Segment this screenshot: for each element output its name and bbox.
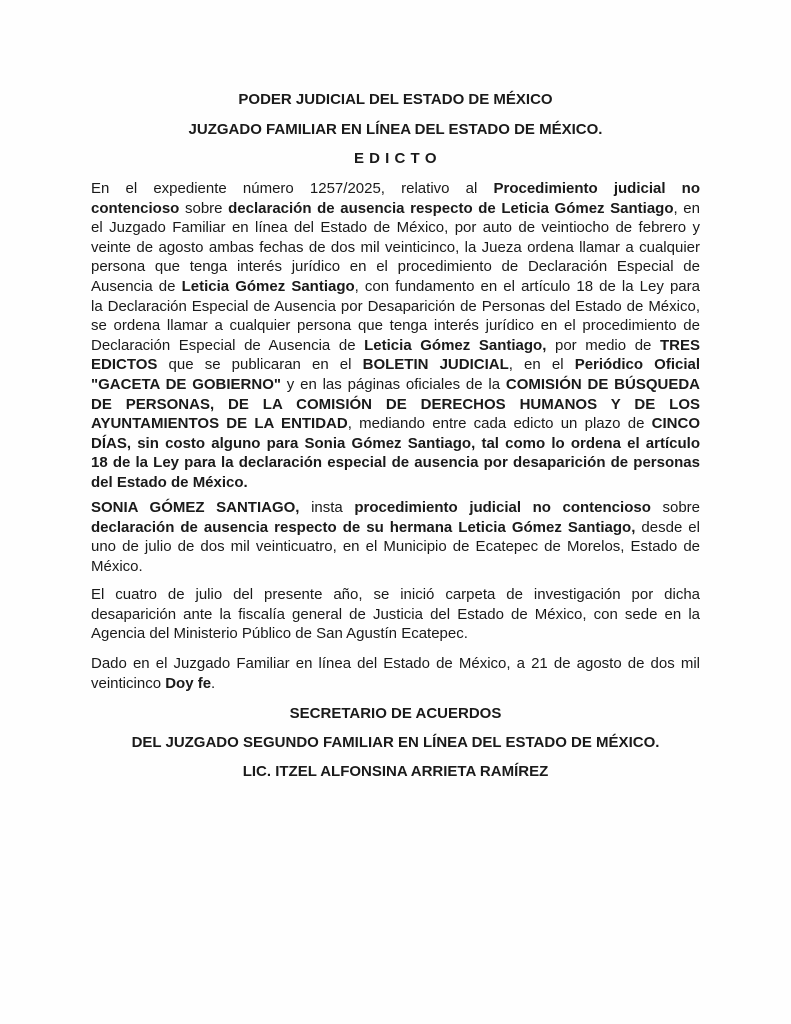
paragraph-line (91, 537, 700, 557)
heading-edicto: E D I C T O (353, 150, 437, 167)
paragraph-line (91, 585, 700, 605)
text: persona que tenga interés jurídico en el procedimiento de Declaración Especial de (91, 258, 700, 276)
bold-text: Leticia Gómez Santiago (181, 277, 355, 295)
text: Agencia del Ministerio Público de San Agustín Ecatepec. (91, 625, 468, 643)
bold-text: CINCO (651, 415, 700, 433)
bold-text: BOLETIN JUDICIAL (362, 356, 509, 374)
text: Declaración Especial de Ausencia de (91, 336, 365, 354)
text: . (211, 674, 216, 692)
paragraph-investigacion (91, 585, 700, 644)
bold-text: Leticia Gómez Santiago, (364, 336, 547, 354)
text: uno de julio de dos mil veinticuatro, en el Municipio de Ecatepec de Morelos, Estado de (91, 538, 700, 556)
paragraph-line (91, 453, 700, 473)
text: , mediando entre cada edicto un plazo de (347, 415, 652, 433)
signature-title: SECRETARIO DE ACUERDOS (289, 705, 502, 722)
bold-text: contencioso (91, 199, 180, 217)
paragraph-line (91, 179, 700, 199)
text: El cuatro de julio del presente año, se inició carpeta de investigación por dicha (91, 586, 700, 603)
paragraph-line (91, 654, 700, 674)
text: que se publicaran en el (157, 356, 363, 374)
paragraph-line (91, 199, 700, 219)
paragraph-line (91, 218, 700, 238)
paragraph-line (91, 395, 700, 415)
bold-text: Procedimiento judicial no (493, 180, 700, 197)
text: Ausencia de (91, 277, 182, 295)
text: , con fundamento en el artículo 18 de la Ley para (354, 277, 700, 295)
paragraph-line (91, 473, 700, 493)
bold-text: DE PERSONAS, DE LA COMISIÓN DE DERECHOS HUMANOS Y DE LOS (91, 395, 700, 413)
text: , en el (508, 356, 575, 374)
paragraph-line (91, 257, 700, 277)
paragraph-expediente (91, 179, 700, 493)
paragraph-line (91, 414, 700, 434)
paragraph-line (91, 375, 700, 395)
text: se ordena llamar a cualquier persona que tenga interés jurídico en el procedimiento de (91, 317, 700, 335)
paragraph-line (91, 624, 700, 644)
signature-court: DEL JUZGADO SEGUNDO FAMILIAR EN LÍNEA DEL ESTADO DE MÉXICO. (131, 734, 660, 751)
bold-text: Doy fe (165, 674, 212, 692)
bold-text: declaración de ausencia respecto de su hermana Leticia Gómez Santiago, (91, 518, 636, 536)
paragraph-line (91, 498, 700, 518)
paragraph-line (91, 518, 700, 538)
text: Dado en el Juzgado Familiar en línea del Estado de México, a 21 de agosto de dos mil (91, 655, 700, 672)
paragraph-line (91, 605, 700, 625)
paragraph-line (91, 336, 700, 356)
paragraph-line (91, 434, 700, 454)
text: veinte de agosto ambas fechas de dos mil veinticinco, la Jueza ordena llamar a cualquier (91, 238, 700, 256)
paragraph-fecha (91, 654, 700, 693)
text: México. (91, 557, 143, 575)
text: En el expediente número 1257/2025, relativo al (91, 180, 494, 197)
paragraph-line (91, 238, 700, 258)
paragraph-line (91, 316, 700, 336)
text: insta (299, 499, 355, 516)
bold-text: Periódico Oficial (574, 356, 701, 374)
bold-text: procedimiento judicial no contencioso (354, 499, 651, 516)
text: desde el (635, 518, 700, 536)
bold-text: del Estado de México. (91, 473, 248, 491)
bold-text: SONIA GÓMEZ SANTIAGO, (91, 499, 300, 516)
paragraph-line (91, 674, 700, 694)
bold-text: 18 de la Ley para la declaración especial de ausencia por desaparición de personas (91, 454, 700, 472)
bold-text: TRES (659, 336, 700, 354)
text: el Juzgado Familiar en línea del Estado de México, por auto de veintiocho de febrero y (91, 219, 700, 237)
heading-tribunal: JUZGADO FAMILIAR EN LÍNEA DEL ESTADO DE MÉXICO. (188, 121, 603, 138)
text: sobre (179, 199, 229, 217)
bold-text: AYUNTAMIENTOS DE LA ENTIDAD (91, 415, 348, 433)
signature-name: LIC. ITZEL ALFONSINA ARRIETA RAMÍREZ (242, 763, 549, 780)
paragraph-line (91, 557, 700, 577)
paragraph-solicitante (91, 498, 700, 576)
text: por medio de (546, 336, 660, 354)
text: y en las páginas oficiales de la (281, 375, 506, 393)
bold-text: EDICTOS (91, 356, 158, 374)
paragraph-line (91, 297, 700, 317)
bold-text: declaración de ausencia respecto de Leticia Gómez Santiago (228, 199, 674, 217)
bold-text: DÍAS, sin costo alguno para Sonia Gómez Santiago, tal como lo ordena el artículo (91, 434, 700, 452)
bold-text: COMISIÓN DE BÚSQUEDA (505, 375, 700, 393)
text: veinticinco (91, 674, 166, 692)
paragraph-line (91, 277, 700, 297)
text: , en (673, 199, 700, 217)
heading-court: PODER JUDICIAL DEL ESTADO DE MÉXICO (238, 91, 553, 108)
text: la Declaración Especial de Ausencia por Desaparición de Personas del Estado de México, (91, 297, 700, 315)
paragraph-line (91, 355, 700, 375)
bold-text: "GACETA DE GOBIERNO" (91, 375, 281, 393)
text: desaparición ante la fiscalía general de Justicia del Estado de México, con sede en la (91, 605, 700, 623)
text: sobre (650, 499, 700, 516)
